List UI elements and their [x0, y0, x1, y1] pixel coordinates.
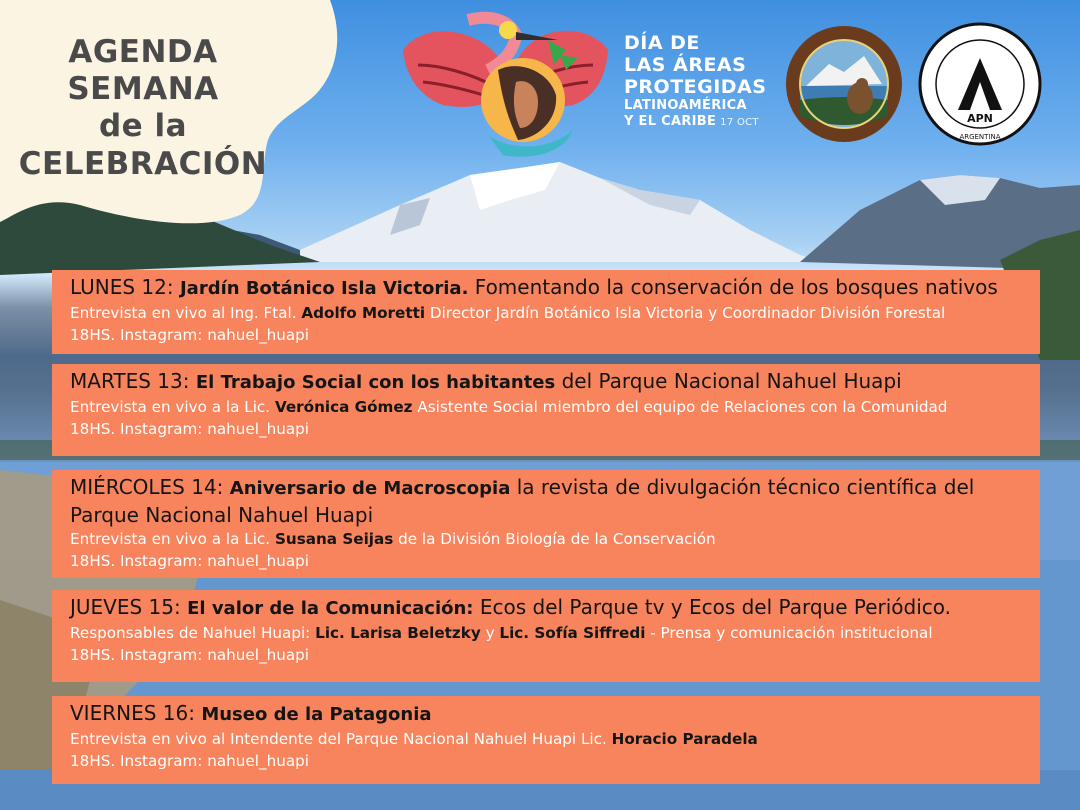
event-wednesday-interview-post: de la División Biología de la Conservación — [393, 530, 716, 548]
event-monday-interview — [70, 302, 1024, 324]
event-tuesday-heading — [70, 368, 1024, 396]
event-monday — [52, 270, 1040, 354]
agenda-line4: CELEBRACIÓN — [18, 145, 268, 182]
agenda-line2: SEMANA — [67, 71, 219, 108]
event-thursday-title: El valor de la Comunicación: — [187, 598, 474, 619]
event-wednesday-time: 18HS. Instagram: nahuel_huapi — [70, 552, 310, 570]
event-wednesday-day: MIÉRCOLES 14: — [70, 475, 224, 499]
event-thursday-day: JUEVES 15: — [70, 595, 181, 619]
event-wednesday-rest2: Parque Nacional Nahuel Huapi — [70, 503, 374, 527]
event-friday-guest: Horacio Paradela — [611, 730, 758, 748]
event-wednesday-rest: la revista de divulgación técnico científica del — [510, 475, 975, 499]
event-thursday-interview-mid: y — [480, 624, 500, 642]
event-wednesday-interview-pre: Entrevista en vivo a la Lic. — [70, 530, 275, 548]
event-monday-interview-pre: Entrevista en vivo al Ing. Ftal. — [70, 304, 302, 322]
event-monday-rest: Fomentando la conservación de los bosques nativos — [468, 275, 998, 299]
dia-line2: LAS ÁREAS — [624, 54, 747, 76]
event-monday-day: LUNES 12: — [70, 275, 174, 299]
dia-line5: Y EL CARIBE — [624, 114, 717, 129]
event-thursday-interview-post: - Prensa y comunicación institucional — [645, 624, 933, 642]
event-friday-interview — [70, 728, 1024, 750]
dia-line4: LATINOAMÉRICA — [624, 98, 747, 113]
event-friday-interview-pre: Entrevista en vivo al Intendente del Parque Nacional Nahuel Huapi Lic. — [70, 730, 612, 748]
event-tuesday — [52, 364, 1040, 456]
event-wednesday — [52, 470, 1040, 578]
event-tuesday-interview-pre: Entrevista en vivo a la Lic. — [70, 398, 275, 416]
event-tuesday-day: MARTES 13: — [70, 369, 190, 393]
parque-nacional-nahuel-huapi-seal — [784, 24, 904, 144]
event-thursday-heading — [70, 594, 1024, 622]
event-monday-interview-post: Director Jardín Botánico Isla Victoria y Coordinador División Forestal — [425, 304, 946, 322]
apn-abbr: APN — [967, 112, 993, 125]
dia-date: 17 OCT — [720, 117, 759, 128]
apn-seal — [918, 22, 1042, 146]
event-tuesday-rest: del Parque Nacional Nahuel Huapi — [555, 369, 902, 393]
event-thursday-time: 18HS. Instagram: nahuel_huapi — [70, 646, 310, 664]
event-friday-day: VIERNES 16: — [70, 701, 195, 725]
event-tuesday-title: El Trabajo Social con los habitantes — [195, 372, 556, 393]
event-thursday — [52, 590, 1040, 682]
event-monday-time: 18HS. Instagram: nahuel_huapi — [70, 326, 310, 344]
event-monday-title: Jardín Botánico Isla Victoria. — [179, 278, 469, 299]
event-wednesday-guest: Susana Seijas — [274, 530, 394, 548]
dia-line3: PROTEGIDAS — [624, 76, 767, 98]
event-thursday-rest: Ecos del Parque tv y Ecos del Parque Periódico. — [473, 595, 952, 619]
event-tuesday-guest: Verónica Gómez — [274, 398, 413, 416]
apn-country: ARGENTINA — [959, 133, 1001, 141]
event-friday-heading — [70, 700, 1024, 728]
event-thursday-interview-pre: Responsables de Nahuel Huapi: — [70, 624, 316, 642]
event-tuesday-interview — [70, 396, 1024, 418]
event-thursday-guest: Lic. Larisa Beletzky — [315, 624, 481, 642]
event-tuesday-time: 18HS. Instagram: nahuel_huapi — [70, 420, 310, 438]
event-friday-title: Museo de la Patagonia — [201, 704, 432, 725]
event-wednesday-heading — [70, 474, 1024, 502]
agenda-title — [18, 34, 268, 183]
protected-areas-day-logo — [398, 10, 613, 160]
event-friday-time: 18HS. Instagram: nahuel_huapi — [70, 752, 310, 770]
agenda-line1: AGENDA — [68, 34, 218, 70]
event-monday-guest: Adolfo Moretti — [301, 304, 426, 322]
event-thursday-guest2: Lic. Sofía Siffredi — [499, 624, 646, 642]
event-wednesday-title: Aniversario de Macroscopia — [229, 478, 511, 499]
dia-line1: DÍA DE — [624, 32, 700, 54]
event-thursday-interview — [70, 622, 1024, 644]
agenda-line3: de la — [98, 108, 188, 145]
event-friday — [52, 696, 1040, 784]
event-tuesday-interview-post: Asistente Social miembro del equipo de Relaciones con la Comunidad — [412, 398, 948, 416]
event-wednesday-interview — [70, 528, 1024, 550]
event-monday-heading — [70, 274, 1024, 302]
dia-line5-wrap — [624, 114, 766, 131]
protected-areas-day-text — [624, 32, 766, 131]
